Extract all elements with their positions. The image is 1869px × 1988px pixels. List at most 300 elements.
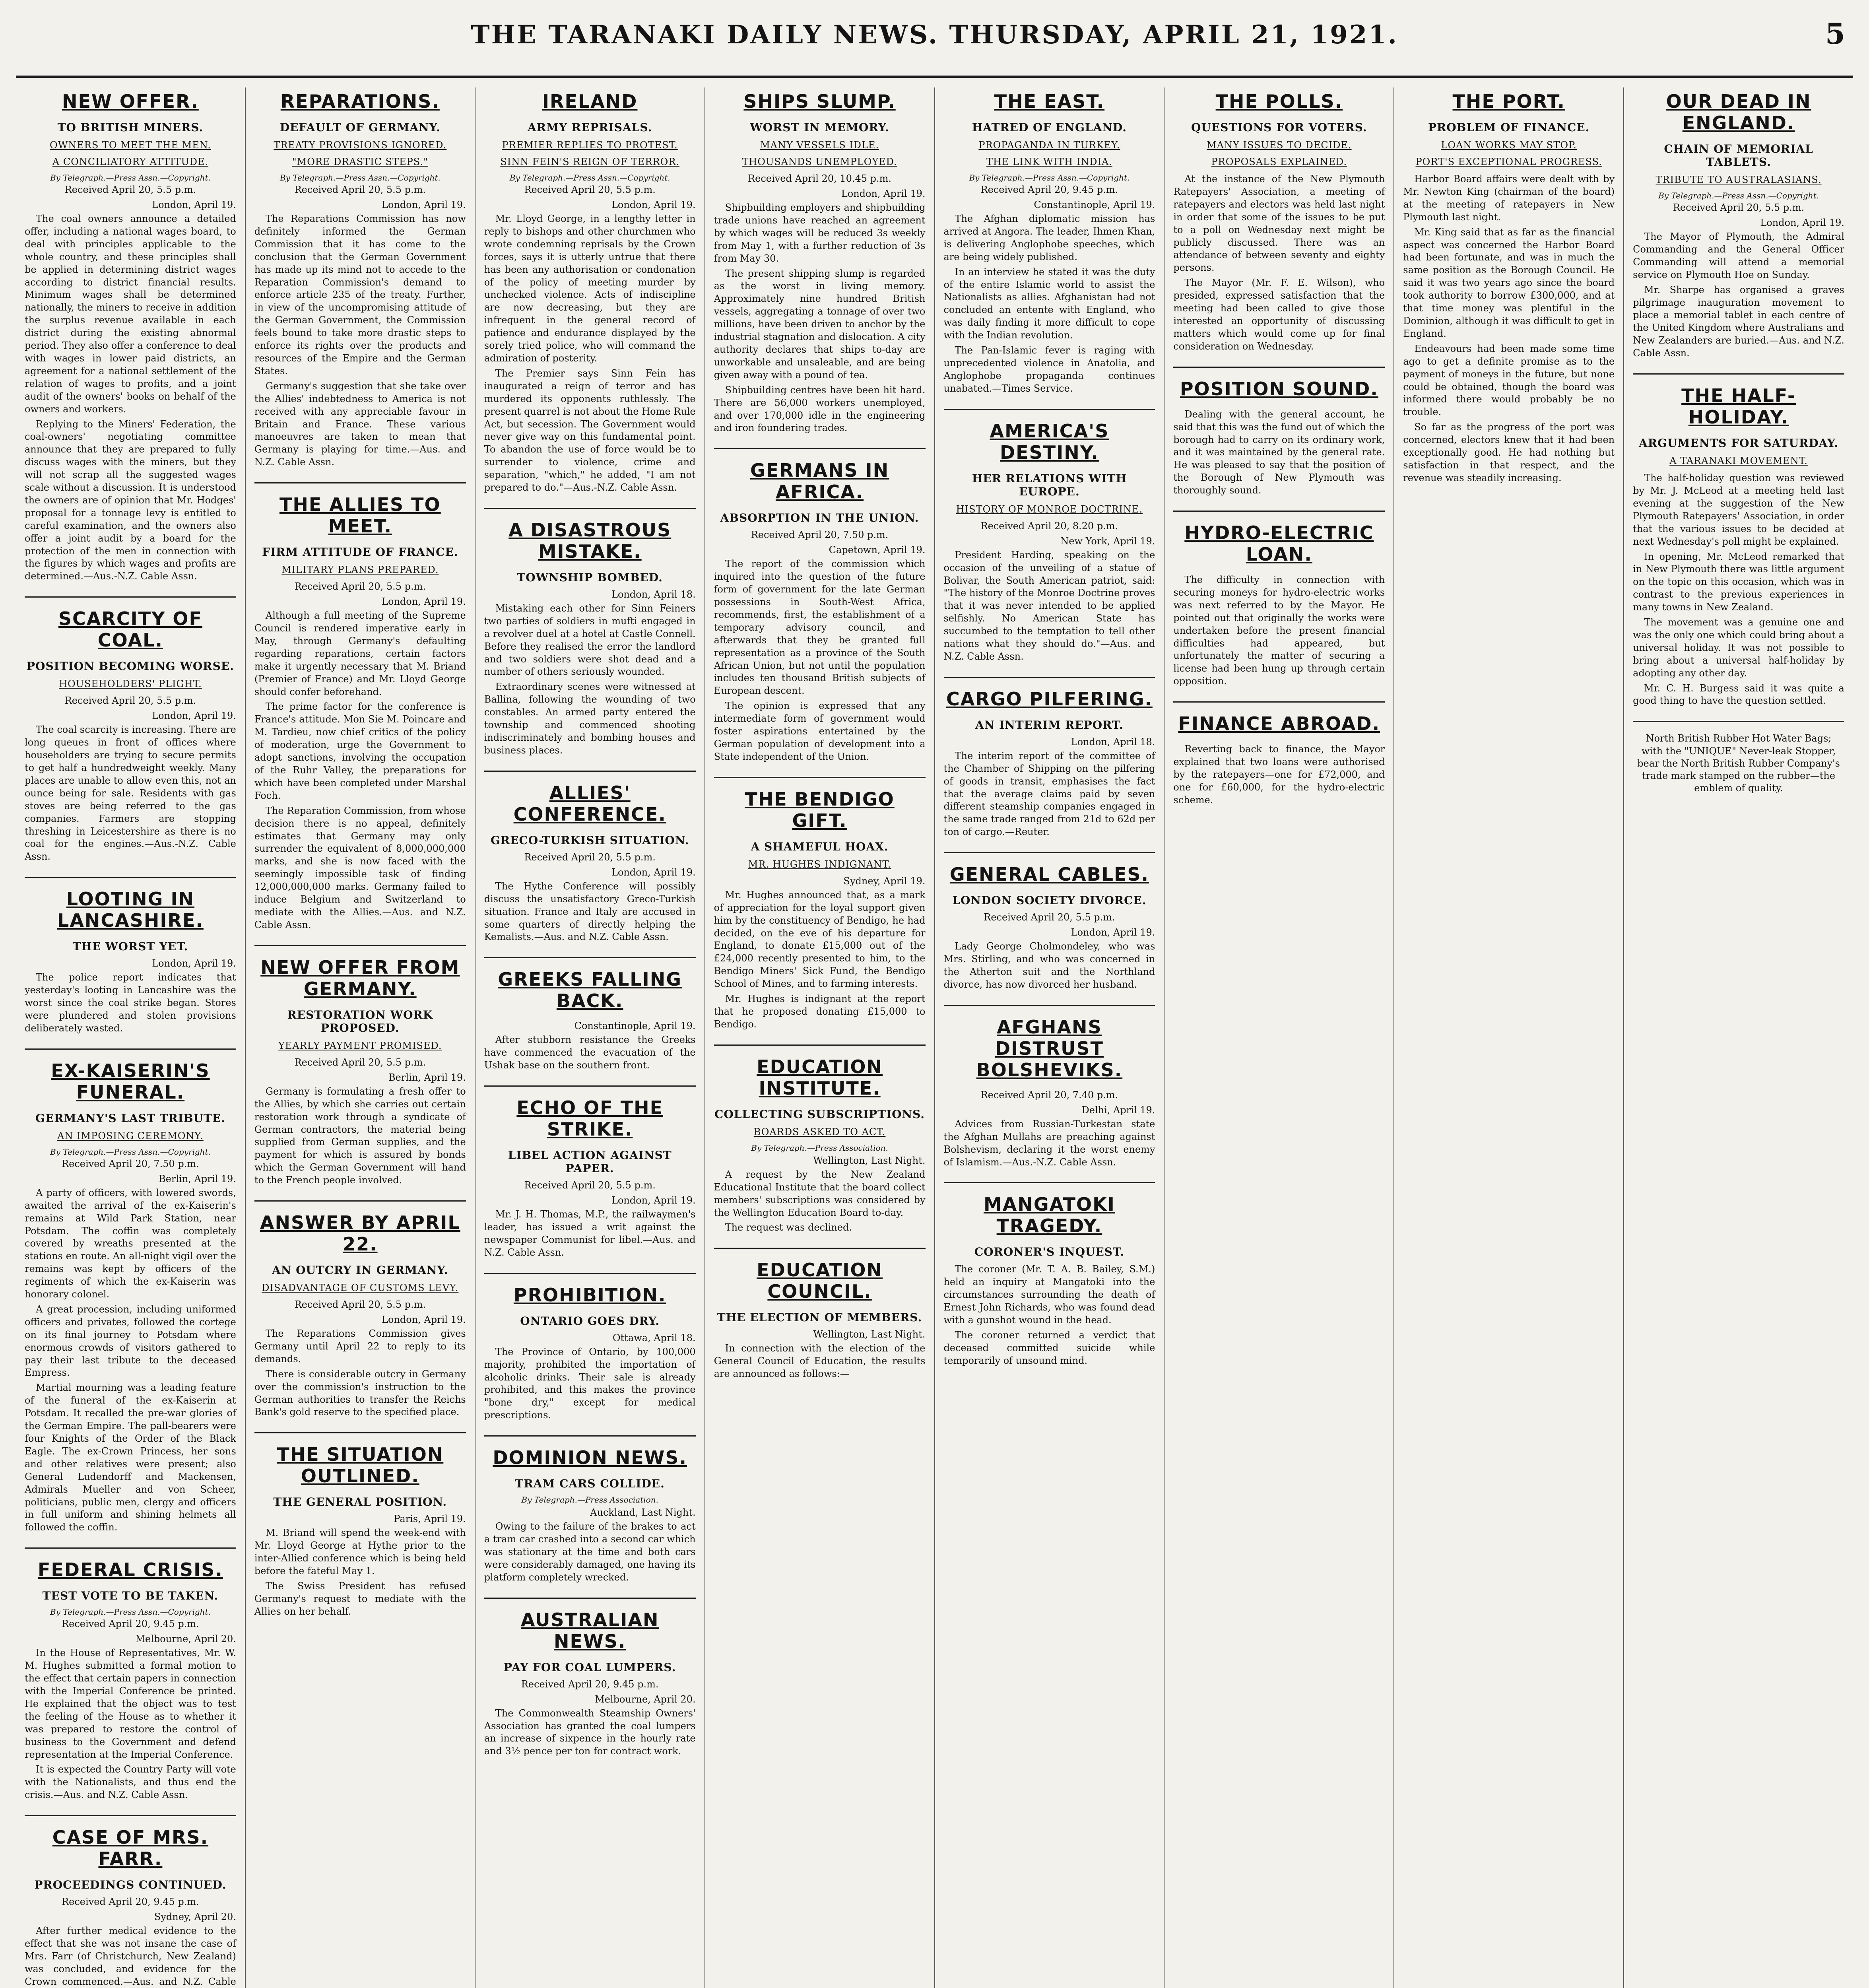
article-subhead: RESTORATION WORK PROPOSED. <box>287 1008 433 1035</box>
received-time: Received April 20, 9.45 p.m. <box>62 1618 199 1630</box>
article-paragraph: Mr. Hughes is indignant at the report that he proposed donating £15,000 to Bendigo. <box>714 993 926 1030</box>
article-headline: FEDERAL CRISIS. <box>37 1559 223 1581</box>
article-headline: NEW OFFER. <box>62 91 199 112</box>
article-subhead: PROCEEDINGS CONTINUED. <box>34 1878 227 1892</box>
article-paragraph: Mr. J. H. Thomas, M.P., the railwaymen's leader, has issued a writ against the newspaper Communist for libel.—Aus. and N.Z. Cable Assn. <box>484 1209 696 1258</box>
article-headline: GREEKS FALLING BACK. <box>498 969 682 1012</box>
article <box>714 448 926 763</box>
article-headline: CASE OF MRS. FARR. <box>52 1827 209 1870</box>
divider <box>254 482 466 483</box>
article-subhead: TREATY PROVISIONS IGNORED. <box>274 140 447 151</box>
article-headline: PROHIBITION. <box>513 1284 666 1306</box>
article-paragraph: The Mayor (Mr. F. E. Wilson), who presided, expressed satisfaction that the meeting had been called to give those interested an opportunity of discussing matters which would come up for final consideration on Wednesday. <box>1173 277 1385 352</box>
divider <box>714 1248 926 1249</box>
article-paragraph: The police report indicates that yesterday's looting in Lancashire was the worst since the coal strike began. Stores were plundered and stolen provisions deliberately wasted. <box>25 972 236 1034</box>
article-subhead: HOUSEHOLDERS' PLIGHT. <box>59 678 202 690</box>
dateline: Ottawa, April 18. <box>612 1332 696 1343</box>
article-subhead: TEST VOTE TO BE TAKEN. <box>42 1589 219 1603</box>
masthead <box>16 8 1853 72</box>
article <box>1633 91 1844 360</box>
article-headline: EDUCATION INSTITUTE. <box>757 1056 883 1099</box>
received-time: Received April 20, 7.40 p.m. <box>980 1089 1118 1101</box>
article-subhead: TOWNSHIP BOMBED. <box>517 571 663 584</box>
article <box>25 1815 236 1988</box>
divider <box>25 1048 236 1050</box>
article-subhead: AN OUTCRY IN GERMANY. <box>272 1264 448 1277</box>
article-subhead: PORT'S EXCEPTIONAL PROGRESS. <box>1415 156 1602 167</box>
article-subhead: PROPAGANDA IN TURKEY. <box>978 140 1120 151</box>
press-credit: By Telegraph.—Press Association. <box>751 1143 888 1153</box>
article-paragraph: It is expected the Country Party will vote with the Nationalists, and thus end the crisis.—Aus. and N.Z. Cable Assn. <box>25 1764 236 1801</box>
article-paragraph: The difficulty in connection with securing moneys for hydro-electric works was next referred to by the Mayor. He pointed out that originally the works were undertaken before the present financial difficulties had appeared, but unfortunately the matter of securing a license had been hung up through certain opposition. <box>1173 574 1385 687</box>
article-paragraph: Endeavours had been made some time ago to get a definite promise as to the payment of moneys in the future, but none could be obtained, though the board was informed there would probably be no trouble. <box>1403 343 1615 418</box>
divider <box>254 1432 466 1433</box>
divider <box>254 945 466 946</box>
press-credit: By Telegraph.—Press Association. <box>521 1495 658 1505</box>
article-paragraph: The Reparations Commission has now definitely informed the German Commission that it has come to the conclusion that the German Government has made up its mind not to accede to the Reparation Commission's demand to enforce article 235 of the treaty. Further, in view of the uncompromising attitude of the German Government, the Commission feels bound to take more drastic steps to enforce its rights over the products and resources of the Empire and the German States. <box>254 213 466 377</box>
article-subhead: AN INTERIM REPORT. <box>975 718 1124 732</box>
article-headline: GERMANS IN AFRICA. <box>750 460 889 503</box>
article-paragraph: The Reparations Commission gives Germany until April 22 to reply to its demands. <box>254 1328 466 1365</box>
article-paragraph: The coroner returned a verdict that deceased committed suicide while temporarily of unsound mind. <box>943 1329 1155 1366</box>
divider <box>1173 511 1385 512</box>
article-subhead: CHAIN OF MEMORIAL TABLETS. <box>1664 142 1813 169</box>
article-paragraph: Although a full meeting of the Supreme Council is rendered imperative early in May, through Germany's defaulting regarding reparations, certain factors make it urgently necessary that M. Briand (Premier of France) and Mr. Lloyd George should confer beforehand. <box>254 610 466 697</box>
article-subhead: GERMANY'S LAST TRIBUTE. <box>35 1111 225 1125</box>
divider <box>25 1815 236 1816</box>
article <box>944 852 1155 991</box>
received-time: Received April 20, 9.45 p.m. <box>62 1896 199 1908</box>
article-subhead: FIRM ATTITUDE OF FRANCE. <box>262 546 458 559</box>
article-paragraph: The Reparation Commission, from whose decision there is no appeal, definitely estimates that Germany may only surrender the equivalent of 8,000,000,000 marks, and she is now faced with the seemingly impossible task of finding 12,000,000,000 marks. Germany failed to induce Belgium and Switzerland to mediate with the Allies.—Aus. and N.Z. Cable Assn. <box>254 805 466 930</box>
received-time: Received April 20, 5.5 p.m. <box>524 184 656 195</box>
article-subhead: MANY ISSUES TO DECIDE. <box>1207 140 1352 151</box>
received-time: Received April 20, 5.5 p.m. <box>64 695 196 707</box>
article-paragraph: Mr. King said that as far as the financial aspect was concerned the Harbor Board had been fortunate, and was in much the same position as the Borough Council. He said it was two years ago since the board took authority to borrow £300,000, and at that time money was plentiful in the Dominion, although it was difficult to get in England. <box>1403 226 1615 339</box>
received-time: Received April 20, 10.45 p.m. <box>748 173 892 184</box>
article-subhead: MR. HUGHES INDIGNANT. <box>748 858 891 870</box>
article-headline: THE ALLIES TO MEET. <box>279 494 441 537</box>
article-headline: ANSWER BY APRIL 22. <box>260 1212 460 1255</box>
article-headline: CARGO PILFERING. <box>946 688 1153 710</box>
divider <box>25 877 236 878</box>
article-headline: THE HALF-HOLIDAY. <box>1681 385 1796 428</box>
article-headline: OUR DEAD IN ENGLAND. <box>1666 91 1811 134</box>
article-paragraph: A party of officers, with lowered swords, awaited the arrival of the ex-Kaiserin's remains at Wild Park Station, near Potsdam. The coffin was completely covered by wreaths presented at the stations en route. An all-night vigil over the remains was kept by officers of the regiments of which the ex-Kaiserin was honorary colonel. <box>25 1187 236 1300</box>
dateline: London, April 19. <box>382 596 466 608</box>
article-paragraph: The Afghan diplomatic mission has arrived at Angora. The leader, Ihmen Khan, is delivering Anglophobe speeches, which are being widely published. <box>943 213 1155 262</box>
article-headline: ALLIES' CONFERENCE. <box>513 782 666 825</box>
article <box>714 1248 926 1380</box>
divider <box>944 1005 1155 1006</box>
article-headline: EX-KAISERIN'S FUNERAL. <box>51 1060 210 1103</box>
article-paragraph: The Commonwealth Steamship Owners' Association has granted the coal lumpers an increase of sixpence in the hourly rate and 3½ pence per ton for contract work. <box>484 1707 696 1757</box>
article-subhead: COLLECTING SUBSCRIPTIONS. <box>714 1107 925 1121</box>
article-headline: THE SITUATION OUTLINED. <box>277 1444 444 1487</box>
press-credit: By Telegraph.—Press Assn.—Copyright. <box>969 173 1130 182</box>
article-subhead: YEARLY PAYMENT PROMISED. <box>278 1040 442 1051</box>
article-paragraph: Mr. Lloyd George, in a lengthy letter in reply to bishops and other churchmen who wrote condemning reprisals by the Crown forces, says it is utterly untrue that there has been any authorisation or condonation of the policy of meeting murder by unchecked violence. Acts of indiscipline are now decreasing, but they are infrequent in the general record of patience and endurance displayed by the sorely tried police, who will command the admiration of posterity. <box>484 213 696 364</box>
article-paragraph: The coal scarcity is increasing. There are long queues in front of offices where householders are trying to secure permits to get half a hundredweight weekly. Many places are unable to allow even this, not an ounce being for sale. Residents with gas stoves are being referred to the gas companies. Farmers are stopping threshing in Leicestershire as there is no coal for the engines.—Aus.-N.Z. Cable Assn. <box>25 724 236 862</box>
article-subhead: ARGUMENTS FOR SATURDAY. <box>1639 437 1839 450</box>
article <box>714 91 926 435</box>
article <box>1633 373 1844 707</box>
article-paragraph: The Swiss President has refused Germany's request to mediate with the Allies on her behalf. <box>254 1580 466 1617</box>
divider <box>944 677 1155 678</box>
article-subhead: AN IMPOSING CEREMONY. <box>57 1130 204 1142</box>
article-subhead: PROPOSALS EXPLAINED. <box>1211 156 1347 167</box>
received-time: Received April 20, 7.50 p.m. <box>62 1158 199 1169</box>
received-time: Received April 20, 5.5 p.m. <box>294 1056 426 1068</box>
ad-line: bear the North British Rubber Company's trade mark stamped on the rubber—the emblem of quality. <box>1637 757 1840 794</box>
article-paragraph: M. Briand will spend the week-end with Mr. Lloyd George at Hythe prior to the inter-Allied conference which is being held before the fateful May 1. <box>254 1527 466 1577</box>
article-subhead: A CONCILIATORY ATTITUDE. <box>52 156 209 167</box>
dateline: New York, April 19. <box>1060 535 1155 547</box>
column-1 <box>16 87 246 1988</box>
article-paragraph: In the House of Representatives, Mr. W. M. Hughes submitted a formal motion to the effect that certain papers in connection with the Imperial Conference be printed. He explained that the object was to test the feeling of the House as to whether it was prepared to restore the control of business to the Government and defend representation at the Imperial Conference. <box>25 1647 236 1760</box>
article-paragraph: The Premier says Sinn Fein has inaugurated a reign of terror and has murdered its opponents ruthlessly. The present quarrel is not about the Home Rule Act, but secession. The Government would never give way on this fundamental point. To abandon the use of force would be to surrender to violence, crime and separation, "which," he added, "I am not prepared to do."—Aus.-N.Z. Cable Assn. <box>484 367 696 493</box>
article-subhead: HER RELATIONS WITH EUROPE. <box>972 472 1127 498</box>
article-paragraph: At the instance of the New Plymouth Ratepayers' Association, a meeting of ratepayers and electors was held last night in order that some of the issues to be put to a poll on Wednesday next might be publicly discussed. There was an attendance of between seventy and eighty persons. <box>1173 173 1385 274</box>
article-headline: AFGHANS DISTRUST BOLSHEVIKS. <box>976 1016 1123 1081</box>
article-paragraph: Shipbuilding centres have been hit hard. There are 56,000 workers unemployed, and over 170,000 idle in the engineering and iron foundering trades. <box>714 384 926 434</box>
article-subhead: DISADVANTAGE OF CUSTOMS LEVY. <box>262 1282 459 1294</box>
article-headline: THE POLLS. <box>1215 91 1343 112</box>
masthead-rule <box>16 76 1853 78</box>
article-paragraph: Dealing with the general account, he said that this was the fund out of which the borough had to carry on its ordinary work, and it was maintained by the general rate. He was pleased to say that the position of the Borough of New Plymouth was thoroughly sound. <box>1173 408 1385 496</box>
article-paragraph: The report of the commission which inquired into the question of the future form of government for the late German possessions in South-West Africa, recommends, first, the establishment of a temporary advisory council, and afterwards that they be granted full representation as a province of the South African Union, but not until the population includes ten thousand British subjects of European descent. <box>714 558 926 697</box>
article-paragraph: The present shipping slump is regarded as the worst in living memory. Approximately nine hundred British vessels, aggregating a tonnage of over two millions, have been driven to anchor by the industrial stagnation and dislocation. A city authority declares that ships to-day are unworkable and unsaleable, and are being given away with a pound of tea. <box>714 268 926 381</box>
article <box>484 1085 696 1259</box>
article-subhead: MANY VESSELS IDLE. <box>760 140 879 151</box>
divider <box>1633 721 1844 722</box>
article <box>484 771 696 944</box>
column-7 <box>1394 87 1624 1988</box>
article-paragraph: Mr. C. H. Burgess said it was quite a good thing to have the question settled. <box>1633 682 1844 707</box>
ad-line: with the "UNIQUE" Never-leak Stopper, <box>1641 745 1836 757</box>
article-paragraph: The request was declined. <box>725 1222 852 1233</box>
article <box>944 91 1155 395</box>
divider <box>484 1598 696 1599</box>
article-subhead: ARMY REPRISALS. <box>528 121 652 134</box>
received-time: Received April 20, 5.5 p.m. <box>64 184 196 195</box>
dateline: Berlin, April 19. <box>159 1173 236 1184</box>
dateline: Paris, April 19. <box>394 1513 466 1525</box>
article-paragraph: The coal owners announce a detailed offer, including a national wages board, to deal with principles applicable to the whole country, and these principles shall be applied in determining district wages according to district financial results. Minimum wages shall be determined nationally, the miners to receive in addition the surplus revenue available in each district during the existing abnormal period. They also offer a conference to deal with wages in lower paid districts, an agreement for a national settlement of the relation of wages to profits, and a joint audit of the owners' books on behalf of the owners and workers. <box>25 213 236 415</box>
article-paragraph: Replying to the Miners' Federation, the coal-owners' negotiating committee announce that they are prepared to fully discuss wages with the miners, but they will not scrap all the suggested wages scale without a discussion. It is understood the owners are of opinion that Mr. Hodges' proposal for a tonnage levy is entitled to careful examination, and the owners also offer a joint audit by a board for the protection of the men in connection with the figures by which wages and profits are determined.—Aus.-N.Z. Cable Assn. <box>25 418 236 582</box>
article <box>1403 91 1615 485</box>
article-subhead: HISTORY OF MONROE DOCTRINE. <box>956 503 1143 515</box>
article-headline: POSITION SOUND. <box>1180 378 1378 400</box>
article-paragraph: The movement was a genuine one and was the only one which could bring about a universal holiday. It was not possible to bring about a universal half-holiday by adopting any other day. <box>1633 617 1844 679</box>
article-headline: SCARCITY OF COAL. <box>58 608 202 651</box>
article-subhead: "MORE DRASTIC STEPS." <box>292 156 429 167</box>
article <box>25 91 236 583</box>
divider <box>1633 373 1844 375</box>
received-time: Received April 20, 5.5 p.m. <box>294 1299 426 1310</box>
article-subhead: THE ELECTION OF MEMBERS. <box>717 1311 922 1324</box>
article-headline: GENERAL CABLES. <box>949 864 1149 885</box>
press-credit: By Telegraph.—Press Assn.—Copyright. <box>509 173 670 182</box>
article-paragraph: Germany's suggestion that she take over the Allies' indebtedness to America is not received with any appreciable favour in Britain and France. These various manoeuvres are taken to mean that Germany is playing for time.—Aus. and N.Z. Cable Assn. <box>254 380 466 468</box>
article-subhead: HATRED OF ENGLAND. <box>972 121 1127 134</box>
column-8 <box>1624 87 1853 1988</box>
article-paragraph: The half-holiday question was reviewed by Mr. J. McLeod at a meeting held last evening at the suggestion of the New Plymouth Ratepayers' Association, in order that the various issues to be decided at next Wednesday's poll might be explained. <box>1633 472 1844 547</box>
article-subhead: MILITARY PLANS PREPARED. <box>281 564 439 576</box>
article-paragraph: Owing to the failure of the brakes to act a tram car crashed into a second car which was stationary at the time and both cars were considerably damaged, one having its platform completely wrecked. <box>484 1521 696 1583</box>
dateline: London, April 19. <box>841 188 926 199</box>
article-headline: THE PORT. <box>1452 91 1565 112</box>
article-subhead: DEFAULT OF GERMANY. <box>279 121 441 134</box>
article <box>714 1044 926 1235</box>
dateline: Berlin, April 19. <box>388 1072 466 1083</box>
dateline: Sydney, April 19. <box>843 875 926 887</box>
article-headline: FINANCE ABROAD. <box>1178 713 1380 735</box>
dateline: Constantinople, April 19. <box>1034 199 1155 210</box>
dateline: London, April 19. <box>1071 927 1155 938</box>
dateline: Delhi, April 19. <box>1081 1104 1155 1116</box>
article-subhead: POSITION BECOMING WORSE. <box>27 660 234 673</box>
article-subhead: PREMIER REPLIES TO PROTEST. <box>502 140 678 151</box>
article-subhead: TRAM CARS COLLIDE. <box>515 1477 665 1491</box>
article-paragraph: Martial mourning was a leading feature of the funeral of the ex-Kaiserin at Potsdam. It recalled the pre-war glories of the German Empire. The pall-bearers were four Knights of the Order of the Black Eagle. The ex-Crown Princess, her sons and other relatives were present; also General Ludendorff and Mackensen, Admirals Mueller and von Scheer, politicians, public men, clergy and officers in full uniform and shining helmets all followed the coffin. <box>25 1382 236 1533</box>
article-paragraph: Reverting back to finance, the Mayor explained that two loans were authorised by the ratepayers—one for £72,000, and one for £60,000, for the hydro-electric scheme. <box>1173 744 1385 806</box>
advertisement <box>1633 732 1844 794</box>
article-subhead: QUESTIONS FOR VOTERS. <box>1191 121 1367 134</box>
received-time: Received April 20, 9.45 p.m. <box>980 184 1118 195</box>
article <box>254 945 466 1187</box>
article <box>484 508 696 757</box>
article-paragraph: So far as the progress of the port was concerned, electors knew that it had been exceptionally good. He had nothing but satisfaction in that respect, and the revenue was steadily increasing. <box>1403 421 1615 483</box>
article-paragraph: In connection with the election of the General Council of Education, the results are announced as follows:— <box>714 1343 926 1380</box>
article <box>484 1598 696 1758</box>
received-time: Received April 20, 5.5 p.m. <box>294 581 426 592</box>
article <box>484 957 696 1072</box>
dateline: Wellington, Last Night. <box>813 1155 926 1166</box>
received-time: Received April 20, 5.5 p.m. <box>524 851 656 863</box>
received-time: Received April 20, 8.20 p.m. <box>980 520 1118 532</box>
article-subhead: A SHAMEFUL HOAX. <box>751 840 889 853</box>
article-headline: MANGATOKI TRAGEDY. <box>983 1194 1115 1237</box>
column-6 <box>1164 87 1394 1988</box>
article-paragraph: Lady George Cholmondeley, who was Mrs. Stirling, and who was concerned in the Atherton suit and the Northland divorce, has now divorced her husband. <box>943 941 1155 990</box>
article-paragraph: After further medical evidence to the effect that she was not insane the case of Mrs. Farr (of Christchurch, New Zealand) was concluded, and evidence for the Crown commenced.—Aus. and N.Z. Cable <box>25 1925 236 1987</box>
article-headline: EDUCATION COUNCIL. <box>757 1259 883 1303</box>
article-subhead: WORST IN MEMORY. <box>750 121 889 134</box>
article-headline: DOMINION NEWS. <box>493 1447 687 1469</box>
article-paragraph: There is considerable outcry in Germany over the commission's instruction to the German authorities to transfer the Reichs Bank's gold reserve to the specified place. <box>254 1368 466 1418</box>
article-paragraph: The opinion is expressed that any intermediate form of government would foster aspirations entertained by the German population of development into a State independent of the Union. <box>714 700 926 762</box>
article-paragraph: A great procession, including uniformed officers and privates, followed the cortege on its final journey to Potsdam where enormous crowds of visitors gathered to pay their last tribute to the deceased Empress. <box>25 1303 236 1378</box>
article <box>254 482 466 932</box>
article-headline: AUSTRALIAN NEWS. <box>520 1609 659 1652</box>
article <box>254 91 466 469</box>
article-headline: THE EAST. <box>994 91 1105 112</box>
article-paragraph: Harbor Board affairs were dealt with by Mr. Newton King (chairman of the board) at the meeting of ratepayers in New Plymouth last night. <box>1403 173 1615 223</box>
divider <box>714 1044 926 1046</box>
article-subhead: THE LINK WITH INDIA. <box>986 156 1112 167</box>
article-paragraph: The coroner (Mr. T. A. B. Bailey, S.M.) held an inquiry at Mangatoki into the circumstances surrounding the death of Ernest John Richards, who was found dead with a gunshot wound in the head. <box>943 1264 1155 1326</box>
received-time: Received April 20, 5.5 p.m. <box>294 184 426 195</box>
article-headline: AMERICA'S DESTINY. <box>990 420 1109 463</box>
press-credit: By Telegraph.—Press Assn.—Copyright. <box>279 173 441 182</box>
dateline: London, April 19. <box>382 1314 466 1326</box>
article <box>1173 91 1385 353</box>
article-paragraph: A request by the New Zealand Educational Institute that the board collect members' subscriptions was considered by the Wellington Education Board to-day. <box>714 1169 926 1218</box>
article-paragraph: In an interview he stated it was the duty of the entire Islamic world to assist the Nationalists as allies. Afghanistan had not concluded an entente with England, who was daily finding it more difficult to cope with the Indian revolution. <box>943 266 1155 341</box>
article-headline: SHIPS SLUMP. <box>743 91 896 112</box>
dateline: Melbourne, April 20. <box>135 1633 236 1645</box>
received-time: Received April 20, 5.5 p.m. <box>524 1180 656 1191</box>
article-subhead: THOUSANDS UNEMPLOYED. <box>742 156 897 167</box>
article <box>944 1005 1155 1169</box>
article-paragraph: The Hythe Conference will possibly discuss the unsatisfactory Greco-Turkish situation. France and Italy are accused in some quarters of directly helping the Kemalists.—Aus. and N.Z. Cable Assn. <box>484 880 696 943</box>
divider <box>484 957 696 958</box>
article <box>254 1432 466 1618</box>
dateline: London, April 19. <box>611 1195 696 1206</box>
article <box>944 1182 1155 1367</box>
newspaper-columns <box>16 87 1853 1988</box>
press-credit: By Telegraph.—Press Assn.—Copyright. <box>1658 191 1819 200</box>
received-time: Received April 20, 7.50 p.m. <box>751 529 889 541</box>
dateline: London, April 19. <box>1760 217 1844 228</box>
divider <box>484 508 696 509</box>
dateline: London, April 19. <box>152 958 236 969</box>
article-paragraph: Extraordinary scenes were witnessed at Ballina, following the wounding of two constables. An armed party entered the township and commenced shooting indiscriminately and bombing houses and business places. <box>484 681 696 756</box>
divider <box>484 1085 696 1087</box>
dateline: Auckland, Last Night. <box>590 1507 696 1518</box>
article-headline: IRELAND <box>542 91 638 112</box>
article-headline: LOOTING IN LANCASHIRE. <box>57 888 204 932</box>
article-subhead: SINN FEIN'S REIGN OF TERROR. <box>500 156 680 167</box>
received-time: Received April 20, 9.45 p.m. <box>521 1678 659 1690</box>
article-paragraph: The Mayor of Plymouth, the Admiral Commanding and the General Officer Commanding will attend a memorial service on Plymouth Hoe on Sunday. <box>1633 231 1844 280</box>
article-subhead: CORONER'S INQUEST. <box>974 1245 1124 1259</box>
article-headline: NEW OFFER FROM GERMANY. <box>260 956 460 1000</box>
article-subhead: PAY FOR COAL LUMPERS. <box>503 1660 676 1674</box>
article-paragraph: Advices from Russian-Turkestan state the Afghan Mullahs are preaching against Bolshevism, declaring it the worst enemy of Islamism.—Aus.-N.Z. Cable Assn. <box>943 1118 1155 1168</box>
article-paragraph: The interim report of the committee of the Chamber of Shipping on the pilfering of goods in transit, emphasises the fact that the average claims paid by seven different steamship companies engaged in the same trade ranged from 21d to 62d per ton of cargo.—Reuter. <box>943 750 1155 838</box>
column-3 <box>475 87 705 1988</box>
divider <box>25 596 236 598</box>
dateline: Melbourne, April 20. <box>595 1693 696 1705</box>
article-subhead: LOAN WORKS MAY STOP. <box>1441 140 1577 151</box>
divider <box>944 852 1155 853</box>
article <box>1173 367 1385 497</box>
article-subhead: THE WORST YET. <box>72 940 188 953</box>
dateline: Capetown, April 19. <box>829 544 926 556</box>
column-2 <box>246 87 475 1988</box>
press-credit: By Telegraph.—Press Assn.—Copyright. <box>50 1147 211 1157</box>
article <box>25 877 236 1035</box>
article <box>25 1048 236 1534</box>
article <box>1633 721 1844 794</box>
article-paragraph: Mr. Hughes announced that, as a mark of appreciation for the loyal support given him by the constituency of Bendigo, he had decided, on the eve of his departure for England, to donate £15,000 out of the £24,000 recently presented to him, to the Bendigo Miners' Sick Fund, the Bendigo School of Mines, and to farming interests. <box>714 889 926 990</box>
article <box>25 596 236 863</box>
article-subhead: ABSORPTION IN THE UNION. <box>720 511 919 525</box>
divider <box>1173 701 1385 703</box>
divider <box>1173 367 1385 368</box>
article-headline: REPARATIONS. <box>280 91 440 112</box>
article-paragraph: In opening, Mr. McLeod remarked that in New Plymouth there was little argument on the topic on this occasion, which was in contrast to the previous experiences in many towns in New Zealand. <box>1633 551 1844 613</box>
article-paragraph: The Pan-Islamic fever is raging with unprecedented violence in Anatolia, and Anglophobe propaganda continues unabated.—Times Service. <box>943 345 1155 394</box>
article-headline: HYDRO-ELECTRIC LOAN. <box>1184 522 1374 565</box>
article <box>944 409 1155 663</box>
dateline: London, April 19. <box>611 199 696 210</box>
dateline: London, April 19. <box>382 199 466 210</box>
divider <box>254 1200 466 1202</box>
dateline: Wellington, Last Night. <box>813 1329 926 1340</box>
divider <box>25 1547 236 1549</box>
article-paragraph: The Province of Ontario, by 100,000 majority, prohibited the importation of alcoholic drinks. Their sale is already prohibited, and this makes the province "bone dry," except for medical prescriptions. <box>484 1346 696 1421</box>
dateline: London, April 19. <box>611 866 696 878</box>
column-4 <box>705 87 935 1988</box>
article <box>484 91 696 494</box>
article <box>25 1547 236 1802</box>
received-time: Received April 20, 5.5 p.m. <box>1673 202 1805 213</box>
divider <box>714 777 926 778</box>
article-subhead: THE GENERAL POSITION. <box>273 1495 447 1509</box>
article-subhead: ONTARIO GOES DRY. <box>520 1314 660 1328</box>
article <box>484 1435 696 1584</box>
article <box>1173 701 1385 807</box>
press-credit: By Telegraph.—Press Assn.—Copyright. <box>50 1607 211 1617</box>
article-subhead: GRECO-TURKISH SITUATION. <box>491 833 689 847</box>
article-subhead: TO BRITISH MINERS. <box>57 121 204 134</box>
divider <box>944 409 1155 410</box>
article-paragraph: Shipbuilding employers and shipbuilding trade unions have reached an agreement by which wages will be reduced 3s weekly from May 1, with a further reduction of 3s from May 30. <box>714 202 926 264</box>
dateline: London, April 18. <box>611 588 696 600</box>
dateline: London, April 18. <box>1071 736 1155 747</box>
article-subhead: PROBLEM OF FINANCE. <box>1428 121 1590 134</box>
dateline: London, April 19. <box>152 199 236 210</box>
dateline: Constantinople, April 19. <box>574 1020 696 1032</box>
article-subhead: LONDON SOCIETY DIVORCE. <box>952 894 1147 907</box>
article <box>1173 511 1385 688</box>
article-subhead: A TARANAKI MOVEMENT. <box>1669 455 1808 467</box>
article-headline: ECHO OF THE STRIKE. <box>516 1097 663 1140</box>
article <box>484 1273 696 1422</box>
article-paragraph: Mr. Sharpe has organised a graves pilgrimage inauguration movement to place a memorial tablet in each centre of the United Kingdom where Australians and New Zealanders are buried.—Aus. and N.Z. Cable Assn. <box>1633 284 1844 359</box>
article <box>254 1200 466 1419</box>
article-subhead: OWNERS TO MEET THE MEN. <box>50 140 211 151</box>
divider <box>944 1182 1155 1183</box>
divider <box>484 771 696 772</box>
column-5 <box>935 87 1165 1988</box>
article-headline: THE BENDIGO GIFT. <box>745 788 895 831</box>
divider <box>484 1273 696 1274</box>
dateline: Sydney, April 20. <box>154 1911 236 1923</box>
article-paragraph: The prime factor for the conference is France's attitude. Mon Sie M. Poincare and M. Tardieu, now chief critics of the policy of moderation, urge the Government to adopt sanctions, involving the occupation of the Ruhr Valley, the preparations for which have been completed under Marshal Foch. <box>254 701 466 801</box>
article-paragraph: After stubborn resistance the Greeks have commenced the evacuation of the Ushak base on the southern front. <box>484 1034 696 1071</box>
article-headline: A DISASTROUS MISTAKE. <box>508 519 672 562</box>
dateline: London, April 19. <box>152 710 236 722</box>
paper-title: THE TARANAKI DAILY NEWS. THURSDAY, APRIL 21, 1921. <box>471 20 1398 50</box>
article-paragraph: Mistaking each other for Sinn Feiners two parties of soldiers in mufti engaged in a revolver duel at a hotel at Castle Connell. Before they realised the error the landlord and two soldiers were shot dead and a number of others seriously wounded. <box>484 602 696 678</box>
divider <box>714 448 926 449</box>
article-paragraph: President Harding, speaking on the occasion of the unveiling of a statue of Bolivar, the South American patriot, said: "The history of the Monroe Doctrine proves that it was never intended to be applied selfishly. No American State has succumbed to the temptation to tell other nations what they should do."—Aus. and N.Z. Cable Assn. <box>943 549 1155 662</box>
received-time: Received April 20, 5.5 p.m. <box>984 912 1115 923</box>
article <box>944 677 1155 839</box>
page-number: 5 <box>1825 17 1845 50</box>
divider <box>484 1435 696 1437</box>
article-subhead: TRIBUTE TO AUSTRALASIANS. <box>1656 174 1822 185</box>
article-paragraph: Germany is formulating a fresh offer to the Allies, by which she carries out certain restoration work through a syndicate of German contractors, the material being supplied from German supplies, and the payment for which is assured by bonds which the German Government will hand to the French people involved. <box>254 1085 466 1186</box>
article-subhead: LIBEL ACTION AGAINST PAPER. <box>508 1149 672 1175</box>
article-subhead: BOARDS ASKED TO ACT. <box>753 1126 886 1138</box>
article <box>714 777 926 1031</box>
ad-line: North British Rubber Hot Water Bags; <box>1646 733 1832 744</box>
